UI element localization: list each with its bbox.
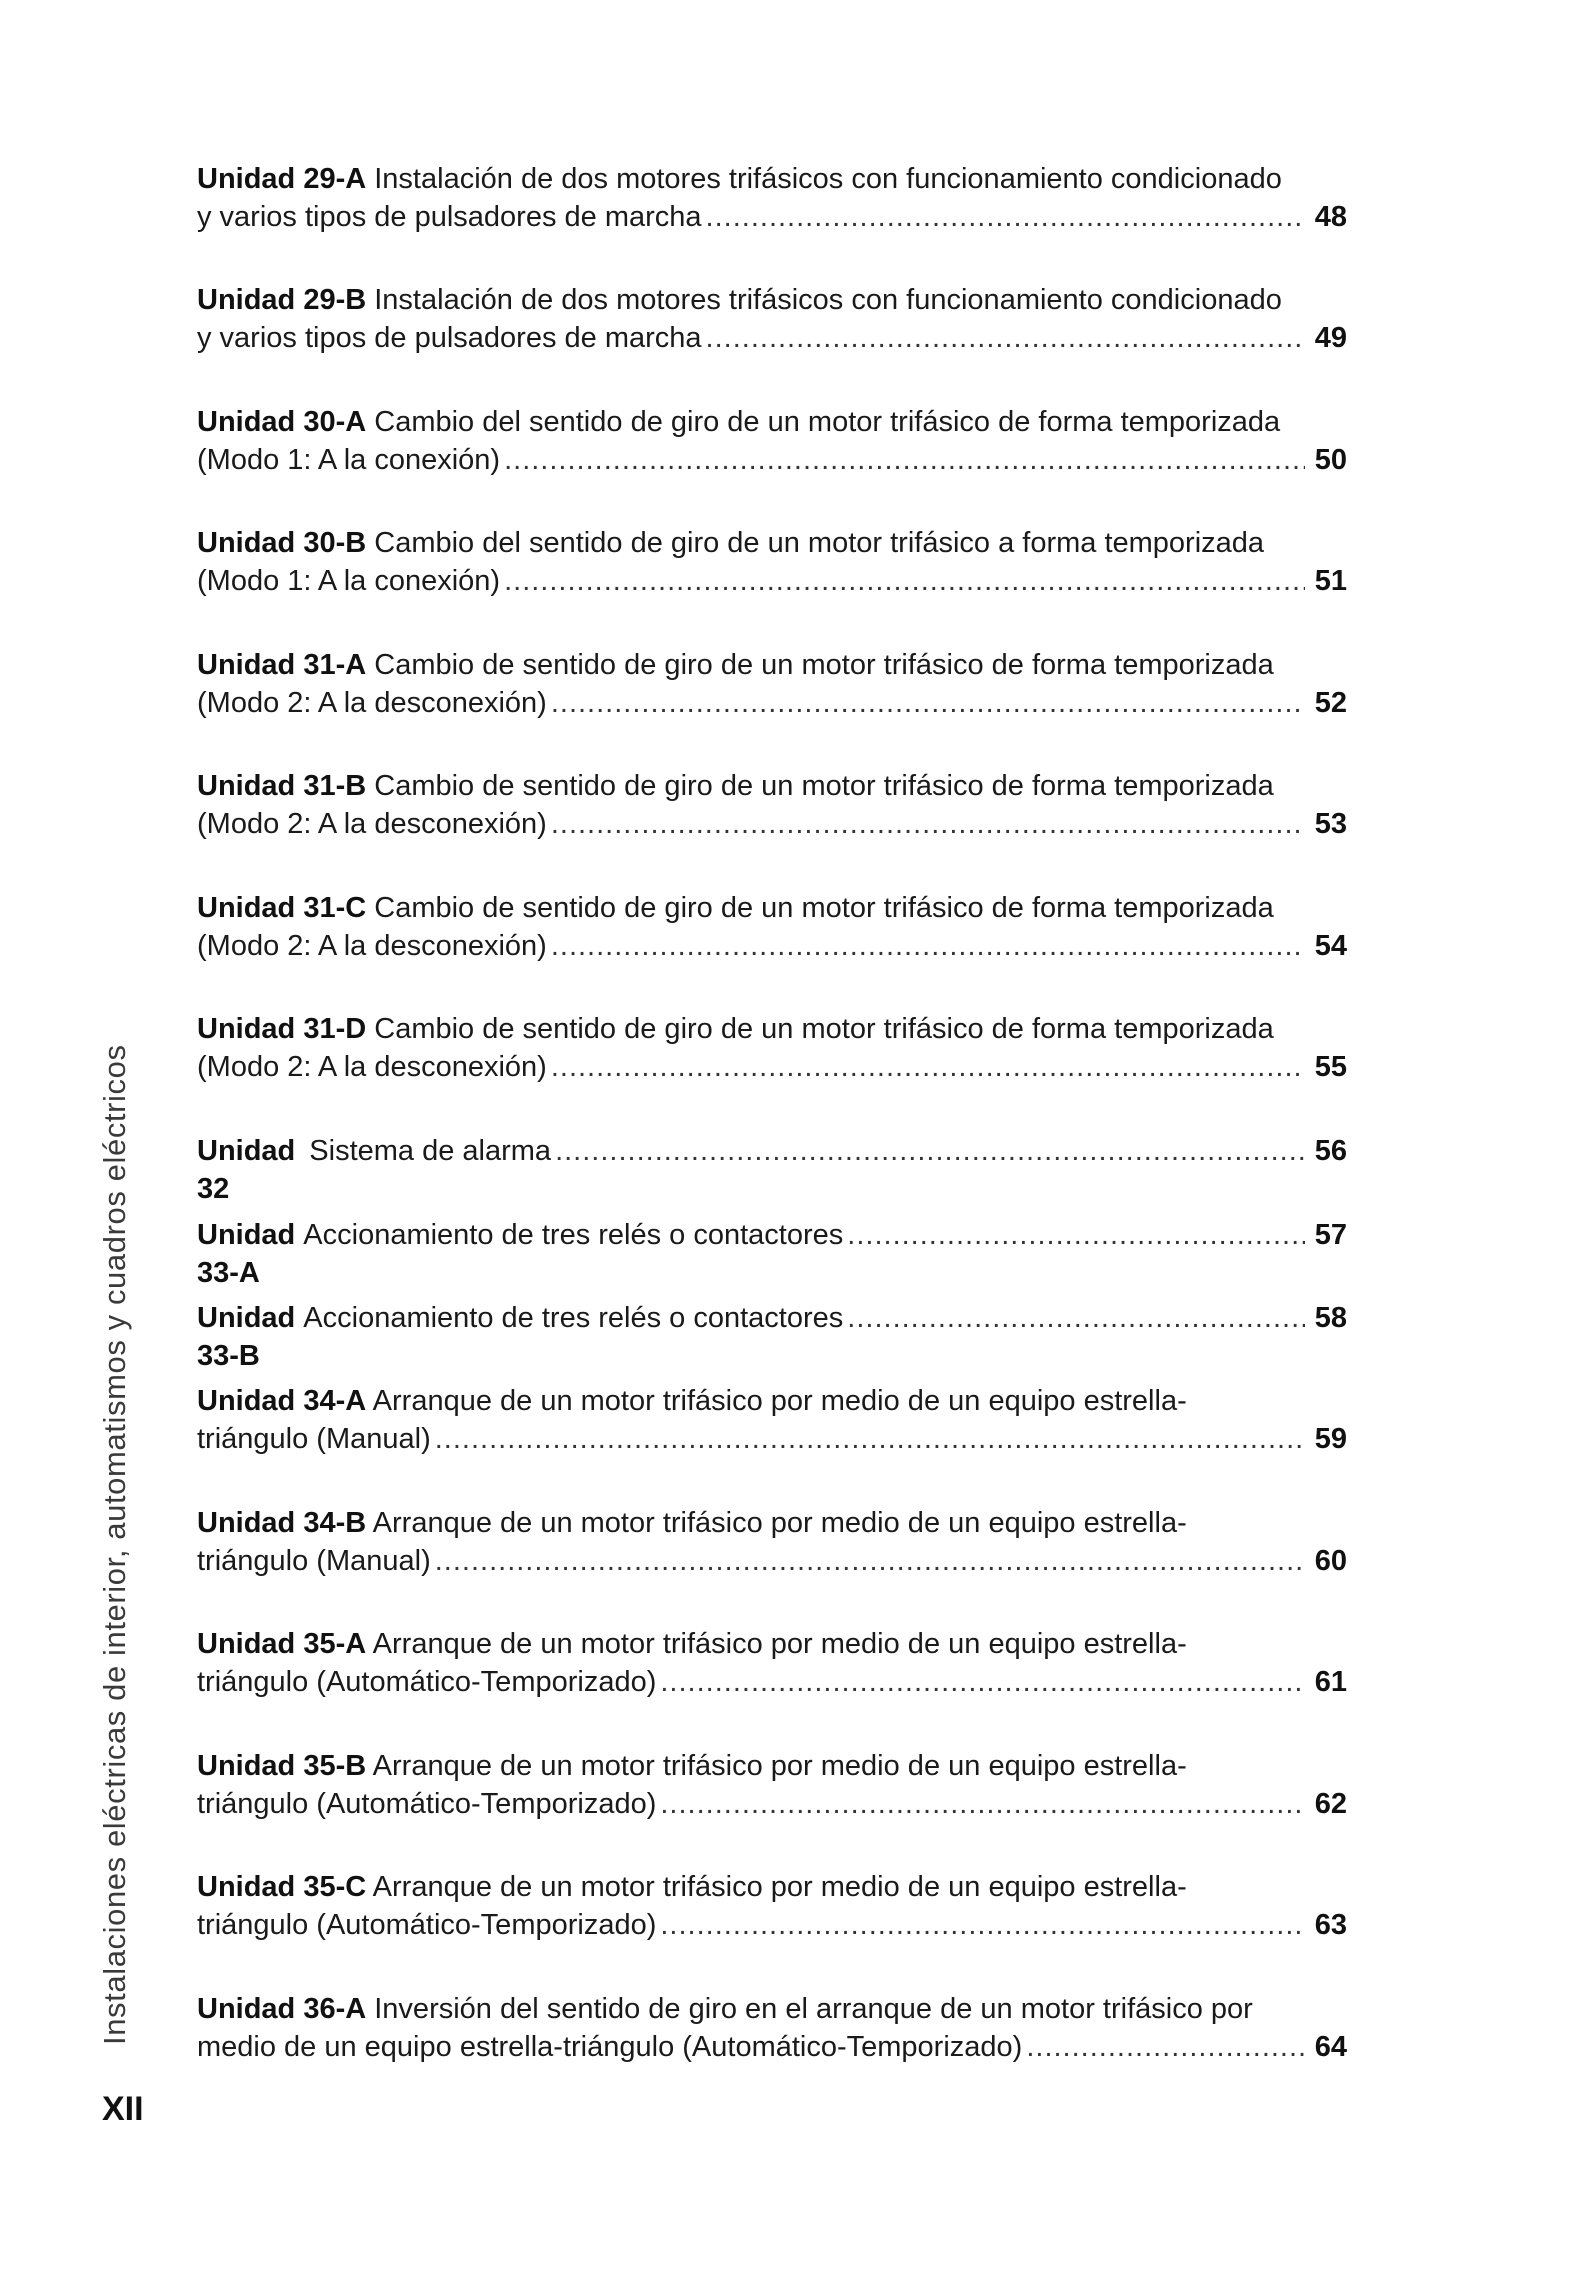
entry-title: Cambio de sentido de giro de un motor trifásico de forma temporizada: [374, 770, 1274, 802]
entry-title-continued: (Modo 1: A la conexión): [197, 565, 501, 597]
dot-leader: [551, 684, 1305, 722]
toc-entry[interactable]: [197, 1868, 1347, 1944]
dot-leader: [504, 441, 1305, 479]
unit-label: Unidad 35-C: [197, 1871, 367, 1903]
unit-label: Unidad 31-C: [197, 892, 367, 924]
dot-leader: [847, 1299, 1305, 1337]
entry-title: Instalación de dos motores trifásicos con funcionamiento condicionado: [374, 284, 1282, 316]
entry-title-continued: (Modo 2: A la desconexión): [197, 808, 547, 840]
toc-entry[interactable]: [197, 889, 1347, 965]
entry-page-number: 54: [1314, 930, 1347, 962]
toc-entry[interactable]: [197, 1216, 1347, 1289]
unit-label: Unidad 29-B: [197, 284, 367, 316]
unit-label: Unidad 33-B: [197, 1302, 296, 1372]
toc-entry[interactable]: [197, 1299, 1347, 1372]
dot-leader: [706, 198, 1305, 236]
entry-page-number: 58: [1314, 1302, 1347, 1334]
entry-title-continued: (Modo 2: A la desconexión): [197, 1051, 547, 1083]
entry-page-number: 53: [1314, 808, 1347, 840]
entry-page-number: 56: [1314, 1135, 1347, 1167]
dot-leader: [660, 1906, 1305, 1944]
toc-entry[interactable]: [197, 1990, 1347, 2066]
toc-entry[interactable]: [197, 1747, 1347, 1823]
entry-title: Accionamiento de tres relés o contactores: [303, 1219, 844, 1251]
toc-entry[interactable]: [197, 1625, 1347, 1701]
toc-entry[interactable]: [197, 524, 1347, 600]
entry-title: Cambio de sentido de giro de un motor trifásico de forma temporizada: [374, 649, 1274, 681]
unit-label: Unidad 32: [197, 1135, 296, 1205]
entry-title-continued: (Modo 2: A la desconexión): [197, 687, 547, 719]
dot-leader: [847, 1216, 1305, 1254]
dot-leader: [551, 805, 1305, 843]
entry-title-continued: (Modo 1: A la conexión): [197, 444, 501, 476]
entry-title-continued: triángulo (Automático-Temporizado): [197, 1666, 657, 1698]
entry-title: Arranque de un motor trifásico por medio de un equipo estrella-: [372, 1750, 1187, 1782]
entry-title: Cambio de sentido de giro de un motor trifásico de forma temporizada: [374, 1013, 1274, 1045]
unit-label: Unidad 36-A: [197, 1993, 367, 2025]
entry-title-continued: y varios tipos de pulsadores de marcha: [197, 322, 702, 354]
entry-page-number: 63: [1314, 1909, 1347, 1941]
dot-leader: [551, 1048, 1305, 1086]
unit-label: Unidad 31-B: [197, 770, 367, 802]
unit-label: Unidad 34-B: [197, 1507, 367, 1539]
unit-label: Unidad 35-A: [197, 1628, 367, 1660]
unit-label: Unidad 31-D: [197, 1013, 367, 1045]
page-number: XII: [102, 2090, 144, 2128]
toc-entry[interactable]: [197, 160, 1347, 236]
side-running-title: Instalaciones eléctricas de interior, automatismos y cuadros eléctricos: [97, 1044, 132, 2045]
entry-page-number: 55: [1314, 1051, 1347, 1083]
entry-page-number: 49: [1314, 322, 1347, 354]
entry-page-number: 62: [1314, 1788, 1347, 1820]
dot-leader: [706, 319, 1305, 357]
entry-title-continued: y varios tipos de pulsadores de marcha: [197, 201, 702, 233]
entry-title: Arranque de un motor trifásico por medio de un equipo estrella-: [372, 1628, 1187, 1660]
dot-leader: [551, 927, 1305, 965]
toc-entry[interactable]: [197, 1504, 1347, 1580]
toc-entry[interactable]: [197, 1382, 1347, 1458]
unit-label: Unidad 34-A: [197, 1385, 367, 1417]
unit-label: Unidad 35-B: [197, 1750, 367, 1782]
unit-label: Unidad 29-A: [197, 163, 367, 195]
unit-label: Unidad 30-B: [197, 527, 367, 559]
dot-leader: [435, 1420, 1305, 1458]
entry-title-continued: triángulo (Automático-Temporizado): [197, 1788, 657, 1820]
entry-title: Accionamiento de tres relés o contactores: [303, 1302, 844, 1334]
entry-page-number: 48: [1314, 201, 1347, 233]
dot-leader: [660, 1663, 1305, 1701]
entry-page-number: 52: [1314, 687, 1347, 719]
entry-page-number: 59: [1314, 1423, 1347, 1455]
entry-title: Inversión del sentido de giro en el arranque de un motor trifásico por: [374, 1993, 1253, 2025]
entry-title: Arranque de un motor trifásico por medio de un equipo estrella-: [372, 1507, 1187, 1539]
entry-title-continued: medio de un equipo estrella-triángulo (Automático-Temporizado): [197, 2031, 1023, 2063]
entry-page-number: 51: [1314, 565, 1347, 597]
dot-leader: [660, 1785, 1305, 1823]
entry-title: Cambio del sentido de giro de un motor trifásico a forma temporizada: [374, 527, 1265, 559]
dot-leader: [555, 1132, 1305, 1170]
toc-entry[interactable]: [197, 281, 1347, 357]
entry-page-number: 64: [1314, 2031, 1347, 2063]
unit-label: Unidad 31-A: [197, 649, 367, 681]
entry-page-number: 50: [1314, 444, 1347, 476]
toc-entry[interactable]: [197, 1132, 1347, 1205]
entry-title-continued: triángulo (Automático-Temporizado): [197, 1909, 657, 1941]
entry-title: Arranque de un motor trifásico por medio de un equipo estrella-: [372, 1385, 1187, 1417]
entry-page-number: 61: [1314, 1666, 1347, 1698]
dot-leader: [435, 1542, 1305, 1580]
unit-label: Unidad 33-A: [197, 1219, 296, 1289]
entry-title: Cambio del sentido de giro de un motor trifásico de forma temporizada: [374, 406, 1281, 438]
entry-title: Arranque de un motor trifásico por medio de un equipo estrella-: [372, 1871, 1187, 1903]
entry-page-number: 57: [1314, 1219, 1347, 1251]
dot-leader: [1026, 2028, 1305, 2066]
entry-title: Cambio de sentido de giro de un motor trifásico de forma temporizada: [374, 892, 1274, 924]
toc-entry[interactable]: [197, 403, 1347, 479]
entry-title: Sistema de alarma: [309, 1135, 552, 1167]
entry-title-continued: triángulo (Manual): [197, 1423, 431, 1455]
dot-leader: [504, 562, 1305, 600]
unit-label: Unidad 30-A: [197, 406, 367, 438]
toc-entry[interactable]: [197, 646, 1347, 722]
entry-title: Instalación de dos motores trifásicos con funcionamiento condicionado: [374, 163, 1282, 195]
entry-page-number: 60: [1314, 1545, 1347, 1577]
toc-entry[interactable]: [197, 1010, 1347, 1086]
toc-entry[interactable]: [197, 767, 1347, 843]
entry-title-continued: triángulo (Manual): [197, 1545, 431, 1577]
entry-title-continued: (Modo 2: A la desconexión): [197, 930, 547, 962]
